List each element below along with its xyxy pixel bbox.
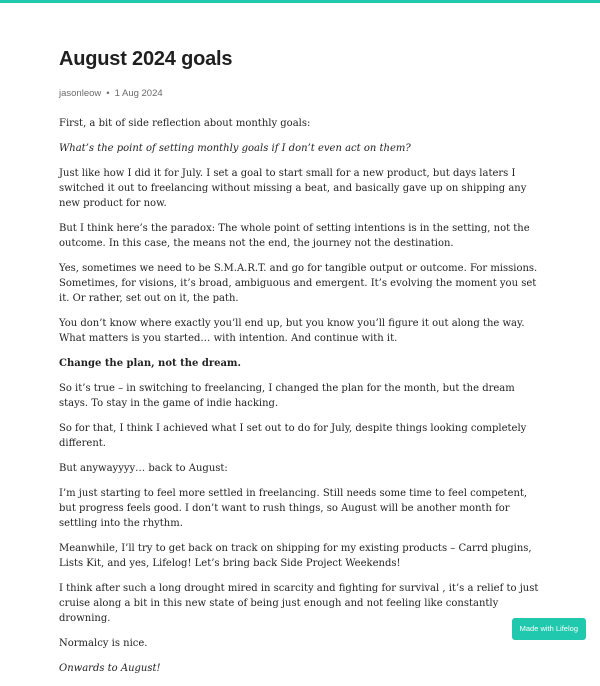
paragraph: Onwards to August! bbox=[59, 663, 161, 674]
post-date: 1 Aug 2024 bbox=[114, 88, 163, 99]
paragraph: Meanwhile, I’ll try to get back on track on shipping for my existing products – Carrd plugins, Lists Kit, and yes, Lifelog! Let’s bring back Side Project Weekends! bbox=[59, 543, 532, 569]
paragraph: I think after such a long drought mired in scarcity and fighting for survival , it’s a relief to just cruise along a bit in this new state of being just enough and not feeling like constantly drowning. bbox=[59, 583, 539, 624]
author-link[interactable]: jasonleow bbox=[59, 88, 102, 99]
post-meta bbox=[59, 88, 163, 100]
paragraph: But anywayyyy… back to August: bbox=[59, 463, 228, 474]
paragraph: You don’t know where exactly you’ll end up, but you know you’ll figure it out along the way. What matters is you started… with intention. And continue with it. bbox=[59, 318, 525, 344]
post-title: August 2024 goals bbox=[59, 48, 233, 70]
paragraph: Just like how I did it for July. I set a goal to start small for a new product, but days laters I switched it out to freelancing without missing a beat, and basically gave up on shipping any new product for now. bbox=[59, 168, 527, 209]
paragraph: So it’s true – in switching to freelancing, I changed the plan for the month, but the dream stays. To stay in the game of indie hacking. bbox=[59, 383, 515, 409]
paragraph: First, a bit of side reflection about monthly goals: bbox=[59, 118, 311, 129]
paragraph: I’m just starting to feel more settled in freelancing. Still needs some time to feel competent, but progress feels good. I don’t want to rush things, so August will be another month for settling into the rhythm. bbox=[59, 488, 528, 529]
post-body bbox=[59, 116, 543, 686]
paragraph: Yes, sometimes we need to be S.M.A.R.T. and go for tangible output or outcome. For missions. Sometimes, for visions, it’s broad, ambiguous and emergent. It’s evolving the moment you set it. Or rather, set out on it, the path. bbox=[59, 263, 538, 304]
made-with-lifelog-button[interactable]: Made with Lifelog bbox=[512, 618, 586, 640]
top-accent-bar bbox=[0, 0, 600, 3]
paragraph: But I think here’s the paradox: The whole point of setting intentions is in the setting, not the outcome. In this case, the means not the end, the journey not the destination. bbox=[59, 223, 530, 249]
paragraph: Change the plan, not the dream. bbox=[59, 358, 241, 369]
paragraph: Normalcy is nice. bbox=[59, 638, 148, 649]
paragraph: What’s the point of setting monthly goals if I don’t even act on them? bbox=[59, 143, 411, 154]
paragraph: So for that, I think I achieved what I set out to do for July, despite things looking completely different. bbox=[59, 423, 527, 449]
meta-separator: • bbox=[106, 88, 110, 99]
